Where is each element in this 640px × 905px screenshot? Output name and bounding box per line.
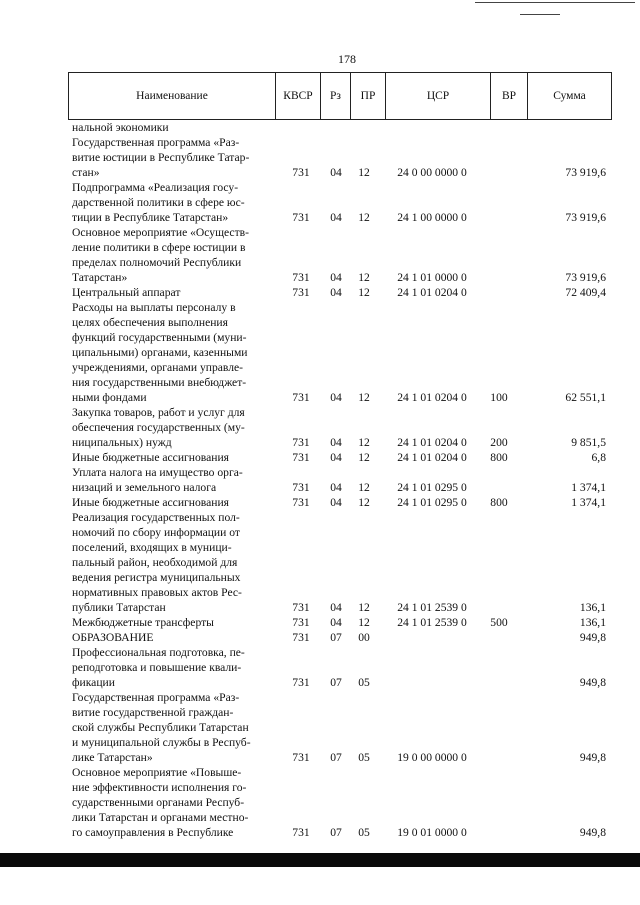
cell-rz: 07 (330, 676, 342, 689)
cell-rz: 04 (330, 436, 342, 449)
cell-csr: 24 1 00 0000 0 (397, 211, 467, 224)
cell-name-line: номочий по сбору информации от (72, 526, 240, 539)
cell-name-line: стан» (72, 166, 100, 179)
cell-rz: 04 (330, 391, 342, 404)
top-rule-long (475, 2, 635, 3)
table-body (72, 120, 612, 840)
table-row (72, 495, 612, 510)
cell-name-line: ципальными) органами, казенными (72, 346, 248, 359)
cell-csr: 24 1 01 2539 0 (397, 601, 467, 614)
cell-pr: 12 (358, 601, 370, 614)
cell-name-line: Уплата налога на имущество орга- (72, 466, 243, 479)
table-row (72, 690, 612, 765)
cell-name-line: Основное мероприятие «Повыше- (72, 766, 242, 779)
cell-csr: 19 0 00 0000 0 (397, 751, 467, 764)
cell-pr: 12 (358, 451, 370, 464)
cell-name-line: функций государственными (муни- (72, 331, 247, 344)
cell-name-line: Профессиональная подготовка, пе- (72, 646, 245, 659)
cell-csr: 24 1 01 0295 0 (397, 481, 467, 494)
cell-kvsr: 731 (292, 211, 310, 224)
cell-name-line: Основное мероприятие «Осуществ- (72, 226, 249, 239)
cell-csr: 24 1 01 0204 0 (397, 391, 467, 404)
cell-name-line: поселений, входящих в муници- (72, 541, 232, 554)
cell-kvsr: 731 (292, 631, 310, 644)
cell-name-line: ведения регистра муниципальных (72, 571, 241, 584)
cell-name-line: лике Татарстан» (72, 751, 153, 764)
cell-name-line: учреждениями, органами управле- (72, 361, 244, 374)
cell-vr: 800 (490, 451, 508, 464)
cell-kvsr: 731 (292, 676, 310, 689)
cell-pr: 12 (358, 481, 370, 494)
cell-pr: 12 (358, 616, 370, 629)
cell-vr: 800 (490, 496, 508, 509)
cell-name-line: ния государственными внебюджет- (72, 376, 247, 389)
cell-name-line: ской службы Республики Татарстан (72, 721, 249, 734)
table-row (72, 450, 612, 465)
cell-name-line: обеспечения государственных (му- (72, 421, 245, 434)
cell-rz: 04 (330, 166, 342, 179)
table-row (72, 135, 612, 180)
cell-name-line: Межбюджетные трансферты (72, 616, 214, 629)
table-row (72, 645, 612, 690)
cell-name-line: Государственная программа «Раз- (72, 691, 240, 704)
cell-kvsr: 731 (292, 751, 310, 764)
cell-csr: 24 1 01 0204 0 (397, 451, 467, 464)
cell-name-line: витие государственной граждан- (72, 706, 234, 719)
cell-name-line: пределах полномочий Республики (72, 256, 242, 269)
cell-pr: 12 (358, 286, 370, 299)
cell-name-line: ОБРАЗОВАНИЕ (72, 631, 154, 644)
cell-kvsr: 731 (292, 826, 310, 839)
cell-sum: 1 374,1 (571, 481, 606, 494)
cell-kvsr: 731 (292, 481, 310, 494)
cell-pr: 12 (358, 391, 370, 404)
cell-rz: 04 (330, 481, 342, 494)
cell-name-line: Подпрограмма «Реализация госу- (72, 181, 239, 194)
cell-sum: 72 409,4 (565, 286, 606, 299)
cell-name-line: Закупка товаров, работ и услуг для (72, 406, 245, 419)
header-csr: ЦСР (386, 73, 491, 119)
cell-sum: 62 551,1 (565, 391, 606, 404)
cell-sum: 136,1 (579, 601, 606, 614)
cell-pr: 00 (358, 631, 370, 644)
cell-rz: 07 (330, 631, 342, 644)
cell-name-line: лики Татарстан и органами местно- (72, 811, 249, 824)
top-rule-short (520, 14, 560, 15)
cell-pr: 12 (358, 496, 370, 509)
cell-name-line: сударственными органами Респуб- (72, 796, 245, 809)
cell-name-line: ние эффективности исполнения го- (72, 781, 247, 794)
cell-name-line: дарственной политики в сфере юс- (72, 196, 245, 209)
cell-sum: 136,1 (579, 616, 606, 629)
cell-kvsr: 731 (292, 616, 310, 629)
cell-csr: 24 1 01 2539 0 (397, 616, 467, 629)
table-row (72, 225, 612, 285)
cell-rz: 04 (330, 271, 342, 284)
table-row (72, 405, 612, 450)
header-vr: ВР (491, 73, 528, 119)
cell-name-line: Иные бюджетные ассигнования (72, 451, 229, 464)
cell-name-line: витие юстиции в Республике Татар- (72, 151, 250, 164)
cell-kvsr: 731 (292, 451, 310, 464)
table-row (72, 180, 612, 225)
cell-pr: 05 (358, 751, 370, 764)
cell-name-line: низаций и земельного налога (72, 481, 217, 494)
table-row (72, 615, 612, 630)
cell-pr: 12 (358, 166, 370, 179)
cell-rz: 04 (330, 451, 342, 464)
header-pr: ПР (351, 73, 386, 119)
table-row (72, 300, 612, 405)
table-row (72, 510, 612, 615)
cell-sum: 949,8 (579, 676, 606, 689)
cell-name-line: Татарстан» (72, 271, 128, 284)
cell-sum: 1 374,1 (571, 496, 606, 509)
table-row (72, 765, 612, 840)
cell-kvsr: 731 (292, 271, 310, 284)
cell-kvsr: 731 (292, 166, 310, 179)
cell-kvsr: 731 (292, 436, 310, 449)
cell-name-line: фикации (72, 676, 115, 689)
cell-pr: 05 (358, 676, 370, 689)
table-header (68, 72, 612, 120)
cell-name-line: го самоуправления в Республике (72, 826, 234, 839)
cell-csr: 19 0 01 0000 0 (397, 826, 467, 839)
cell-name-line: и муниципальной службы в Респуб- (72, 736, 251, 749)
cell-sum: 949,8 (579, 751, 606, 764)
cell-name-line: пальный район, необходимой для (72, 556, 238, 569)
cell-pr: 12 (358, 436, 370, 449)
header-sum: Сумма (553, 90, 586, 102)
cell-pr: 12 (358, 271, 370, 284)
cell-rz: 07 (330, 751, 342, 764)
cell-pr: 12 (358, 211, 370, 224)
cell-sum: 6,8 (591, 451, 606, 464)
cell-name-line: Иные бюджетные ассигнования (72, 496, 229, 509)
cell-name-line: целях обеспечения выполнения (72, 316, 228, 329)
cell-rz: 07 (330, 826, 342, 839)
cell-vr: 500 (490, 616, 508, 629)
cell-csr: 24 1 01 0000 0 (397, 271, 467, 284)
cell-name-line: ниципальных) нужд (72, 436, 172, 449)
cell-csr: 24 0 00 0000 0 (397, 166, 467, 179)
cell-kvsr: 731 (292, 601, 310, 614)
cell-kvsr: 731 (292, 286, 310, 299)
cell-name-line: реподготовка и повышение квали- (72, 661, 242, 674)
cell-name-line: публики Татарстан (72, 601, 166, 614)
cell-name-line: Центральный аппарат (72, 286, 181, 299)
cell-name-line: Расходы на выплаты персоналу в (72, 301, 236, 314)
scan-bottom-bar (0, 853, 640, 867)
cell-name-line: Реализация государственных пол- (72, 511, 240, 524)
cell-sum: 949,8 (579, 826, 606, 839)
cell-rz: 04 (330, 616, 342, 629)
cell-sum: 73 919,6 (565, 271, 606, 284)
cell-vr: 200 (490, 436, 508, 449)
cell-name-line: нормативных правовых актов Рес- (72, 586, 242, 599)
cell-csr: 24 1 01 0204 0 (397, 436, 467, 449)
header-name: Наименование (69, 73, 276, 119)
cell-name-line: Государственная программа «Раз- (72, 136, 240, 149)
cell-sum: 9 851,5 (571, 436, 606, 449)
table-row (72, 285, 612, 300)
page-number: 178 (338, 52, 356, 66)
cell-csr: 24 1 01 0295 0 (397, 496, 467, 509)
table-row (72, 465, 612, 495)
cell-rz: 04 (330, 496, 342, 509)
cell-kvsr: 731 (292, 391, 310, 404)
table-row (72, 120, 612, 135)
cell-rz: 04 (330, 211, 342, 224)
header-kvsr: КВСР (276, 73, 321, 119)
header-rz: Рз (321, 73, 351, 119)
cell-name-line: ление политики в сфере юстиции в (72, 241, 246, 254)
table-row (72, 630, 612, 645)
cell-rz: 04 (330, 601, 342, 614)
cell-pr: 05 (358, 826, 370, 839)
cell-sum: 73 919,6 (565, 211, 606, 224)
cell-name-line: тиции в Республике Татарстан» (72, 211, 229, 224)
cell-sum: 949,8 (579, 631, 606, 644)
cell-vr: 100 (490, 391, 508, 404)
cell-csr: 24 1 01 0204 0 (397, 286, 467, 299)
cell-kvsr: 731 (292, 496, 310, 509)
cell-name-line: ными фондами (72, 391, 147, 404)
cell-name-line: нальной экономики (72, 121, 169, 134)
cell-rz: 04 (330, 286, 342, 299)
cell-sum: 73 919,6 (565, 166, 606, 179)
